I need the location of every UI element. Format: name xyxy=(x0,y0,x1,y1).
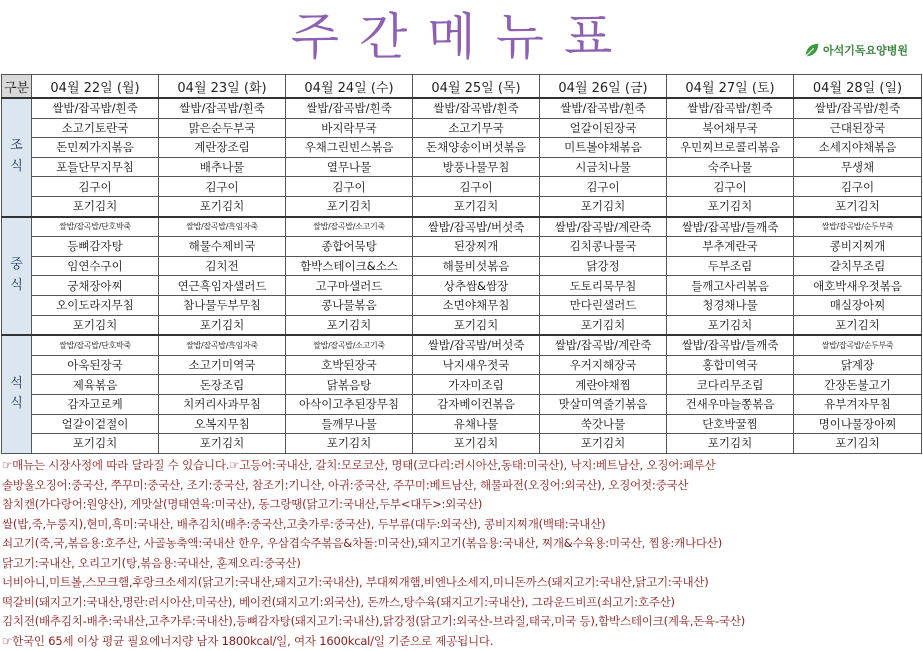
menu-cell: 고구마샐러드 xyxy=(286,276,413,296)
menu-cell: 청경채나물 xyxy=(667,295,794,315)
menu-cell: 쌀밥/잡곡밥/들깨죽 xyxy=(667,217,794,237)
menu-cell: 쌀밥/잡곡밥/들깨죽 xyxy=(667,335,794,355)
page-title: 주간메뉴표 xyxy=(0,4,923,70)
menu-cell: 닭계장 xyxy=(794,355,922,375)
menu-cell: 포기김치 xyxy=(413,434,540,454)
menu-row xyxy=(2,295,922,315)
menu-cell: 김구이 xyxy=(32,177,159,197)
menu-row xyxy=(2,315,922,335)
menu-cell: 포기김치 xyxy=(667,434,794,454)
menu-row xyxy=(2,98,922,118)
menu-cell: 두부조림 xyxy=(667,256,794,276)
menu-cell: 된장찌개 xyxy=(413,237,540,257)
menu-cell: 김구이 xyxy=(159,177,286,197)
menu-cell: 포기김치 xyxy=(794,196,922,216)
menu-row xyxy=(2,276,922,296)
menu-cell: 도토리묵무침 xyxy=(540,276,667,296)
header-row xyxy=(2,75,922,99)
menu-cell: 쌀밥/잡곡밥/계란죽 xyxy=(540,335,667,355)
menu-cell: 들깨무나물 xyxy=(286,414,413,434)
menu-cell: 가자미조림 xyxy=(413,375,540,395)
menu-cell: 시금치나물 xyxy=(540,157,667,177)
day-header: 04월 22일 (월) xyxy=(32,75,159,99)
leaf-icon xyxy=(803,41,821,59)
menu-cell: 포기김치 xyxy=(413,315,540,335)
menu-cell: 무생채 xyxy=(794,157,922,177)
day-header: 04월 28일 (일) xyxy=(794,75,922,99)
menu-row xyxy=(2,256,922,276)
menu-cell: 쌀밥/잡곡밥/흑임자죽 xyxy=(159,335,286,355)
menu-cell: 쌀밥/잡곡밥/흰죽 xyxy=(286,98,413,118)
menu-cell: 등뼈감자탕 xyxy=(32,237,159,257)
day-header: 04월 23일 (화) xyxy=(159,75,286,99)
note-line: 김치전(배추김치-배추:국내산,고추가루:국내산),등뼈감자탕(돼지고기:국내산),닭강정(닭고기:외국산-브라질,태국,미국 등),함박스테이크(계육,돈육-국산) xyxy=(2,612,923,632)
menu-cell: 포기김치 xyxy=(540,434,667,454)
menu-cell: 매실장아찌 xyxy=(794,295,922,315)
menu-cell: 오복지무침 xyxy=(159,414,286,434)
day-header: 04월 27일 (토) xyxy=(667,75,794,99)
menu-cell: 미트볼야채볶음 xyxy=(540,138,667,158)
menu-cell: 소고기미역국 xyxy=(159,355,286,375)
meal-label: 중 식 xyxy=(2,217,32,336)
menu-cell: 포기김치 xyxy=(667,315,794,335)
menu-cell: 간장돈불고기 xyxy=(794,375,922,395)
menu-cell: 포기김치 xyxy=(286,196,413,216)
menu-cell: 포기김치 xyxy=(540,196,667,216)
menu-cell: 해물비섯볶음 xyxy=(413,256,540,276)
menu-cell: 방풍나물무침 xyxy=(413,157,540,177)
hospital-name: 아석기독요양병원 xyxy=(823,42,908,58)
menu-cell: 쌀밥/잡곡밥/흰죽 xyxy=(159,98,286,118)
meal-label: 조 식 xyxy=(2,98,32,217)
note-line: 떡갈비(돼지고기:국내산,명란:러시아산,미국산), 베이컨(돼지고기:외국산), 돈까스,탕수육(돼지고기:국내산), 그라운드비프(쇠고기:호주산) xyxy=(2,593,923,613)
menu-cell: 쌀밥/잡곡밥/계란죽 xyxy=(540,217,667,237)
menu-cell: 김치전 xyxy=(159,256,286,276)
menu-cell: 얼갈이겉절이 xyxy=(32,414,159,434)
menu-cell: 우채그린빈스볶음 xyxy=(286,138,413,158)
menu-cell: 쌀밥/잡곡밥/단호박죽 xyxy=(32,335,159,355)
menu-cell: 맑은순두부국 xyxy=(159,118,286,138)
menu-cell: 김치콩나물국 xyxy=(540,237,667,257)
menu-cell: 김구이 xyxy=(413,177,540,197)
menu-cell: 연근흑임자샐러드 xyxy=(159,276,286,296)
menu-cell: 근대된장국 xyxy=(794,118,922,138)
menu-cell: 포기김치 xyxy=(286,434,413,454)
menu-row xyxy=(2,118,922,138)
menu-cell: 참나물두부무침 xyxy=(159,295,286,315)
menu-cell: 닭볶음탕 xyxy=(286,375,413,395)
meal-label: 석 식 xyxy=(2,335,32,453)
menu-cell: 숙주나물 xyxy=(667,157,794,177)
menu-cell: 포기김치 xyxy=(32,315,159,335)
menu-cell: 쌀밥/잡곡밥/소고기죽 xyxy=(286,217,413,237)
menu-cell: 궁채장아찌 xyxy=(32,276,159,296)
hospital-logo xyxy=(803,40,908,60)
menu-row xyxy=(2,217,922,237)
menu-cell: 오이도라지무침 xyxy=(32,295,159,315)
menu-cell: 맛살미역줄기볶음 xyxy=(540,394,667,414)
menu-cell: 닭강정 xyxy=(540,256,667,276)
menu-cell: 돈민찌가지볶음 xyxy=(32,138,159,158)
menu-cell: 쌀밥/잡곡밥/흰죽 xyxy=(32,98,159,118)
menu-row xyxy=(2,157,922,177)
note-line: ☞한국인 65세 이상 평균 필요에너지량 남자 1800kcal/일, 여자 1600kcal/일 기준으로 제공됩니다. xyxy=(2,632,923,651)
menu-cell: 돈장조림 xyxy=(159,375,286,395)
menu-cell: 홍합미역국 xyxy=(667,355,794,375)
menu-cell: 만다린샐러드 xyxy=(540,295,667,315)
day-header: 04월 26일 (금) xyxy=(540,75,667,99)
menu-cell: 아욱된장국 xyxy=(32,355,159,375)
menu-cell: 코다리무조림 xyxy=(667,375,794,395)
menu-cell: 감자베이컨볶음 xyxy=(413,394,540,414)
menu-cell: 종합어묵탕 xyxy=(286,237,413,257)
note-line: 참치캔(가다랑어:원양산), 게맛살(명태연육:미국산), 동그랑땡(닭고기:국내산,두부<대두>:외국산) xyxy=(2,495,923,515)
menu-cell: 들깨고사리볶음 xyxy=(667,276,794,296)
note-line: 너비아니,미트볼,스모크햄,후랑크소세지(닭고기:국내산,돼지고기:국내산), 부대찌개햄,비엔나소세지,미니돈까스(돼지고기:국내산,닭고기:국내산) xyxy=(2,573,923,593)
menu-cell: 쌀밥/잡곡밥/단호박죽 xyxy=(32,217,159,237)
note-line: 닭고기:국내산, 오리고기(탕,볶음용:국내산, 훈제오리:중국산) xyxy=(2,554,923,574)
menu-cell: 콩비지찌개 xyxy=(794,237,922,257)
menu-cell: 쌀밥/잡곡밥/흰죽 xyxy=(540,98,667,118)
note-line: 쇠고기(죽,국,볶음용:호주산, 사골농축액:국내산 한우, 우삼겹숙주볶음&차돌:미국산),돼지고기(볶음용:국내산, 찌개&수육용:미국산, 찜용:캐나다산) xyxy=(2,534,923,554)
menu-cell: 쌀밥/잡곡밥/순두부죽 xyxy=(794,335,922,355)
note-line: 솔방울오징어:중국산, 쭈꾸미:중국산, 조기:중국산, 참조기:기니산, 아귀:중국산, 주꾸미:베트남산, 해물파전(오징어:외국산), 오징어젓:중국산 xyxy=(2,476,923,496)
menu-cell: 쌀밥/잡곡밥/버섯죽 xyxy=(413,335,540,355)
menu-cell: 포기김치 xyxy=(540,315,667,335)
menu-cell: 콩나물볶음 xyxy=(286,295,413,315)
menu-cell: 애호박새우젓볶음 xyxy=(794,276,922,296)
menu-row xyxy=(2,394,922,414)
menu-cell: 우거지해장국 xyxy=(540,355,667,375)
menu-cell: 쑥갓나물 xyxy=(540,414,667,434)
menu-cell: 열무나물 xyxy=(286,157,413,177)
menu-cell: 명이나물장아찌 xyxy=(794,414,922,434)
menu-cell: 소세지야채볶음 xyxy=(794,138,922,158)
menu-cell: 아삭이고추된장무침 xyxy=(286,394,413,414)
menu-cell: 김구이 xyxy=(667,177,794,197)
day-header: 04월 24일 (수) xyxy=(286,75,413,99)
menu-row xyxy=(2,355,922,375)
menu-cell: 김구이 xyxy=(540,177,667,197)
menu-cell: 배추나물 xyxy=(159,157,286,177)
menu-cell: 포들단무지무침 xyxy=(32,157,159,177)
menu-cell: 계란야채찜 xyxy=(540,375,667,395)
day-header: 04월 25일 (목) xyxy=(413,75,540,99)
menu-row xyxy=(2,335,922,355)
menu-cell: 치커리사과무침 xyxy=(159,394,286,414)
menu-cell: 김구이 xyxy=(286,177,413,197)
menu-row xyxy=(2,414,922,434)
menu-cell: 바지락무국 xyxy=(286,118,413,138)
menu-cell: 유채나물 xyxy=(413,414,540,434)
menu-row xyxy=(2,177,922,197)
menu-cell: 소면야채무침 xyxy=(413,295,540,315)
weekly-menu-table xyxy=(1,74,922,454)
menu-row xyxy=(2,237,922,257)
menu-cell: 상추쌈&쌈장 xyxy=(413,276,540,296)
menu-row xyxy=(2,196,922,216)
menu-cell: 임연수구이 xyxy=(32,256,159,276)
menu-cell: 포기김치 xyxy=(159,196,286,216)
menu-cell: 포기김치 xyxy=(794,434,922,454)
header-corner: 구분 xyxy=(2,75,32,99)
menu-row xyxy=(2,138,922,158)
menu-cell: 북어채무국 xyxy=(667,118,794,138)
menu-cell: 쌀밥/잡곡밥/흑임자죽 xyxy=(159,217,286,237)
menu-cell: 함박스테이크&소스 xyxy=(286,256,413,276)
menu-cell: 부추계란국 xyxy=(667,237,794,257)
note-line: 쌀(밥,죽,누룽지),현미,흑미:국내산, 배추김치(배추:중국산,고춧가루:중국산), 두부류(대두:외국산), 콩비지찌개(백태:국내산) xyxy=(2,515,923,535)
menu-cell: 제육볶음 xyxy=(32,375,159,395)
menu-cell: 포기김치 xyxy=(286,315,413,335)
menu-cell: 돈채양송이버섯볶음 xyxy=(413,138,540,158)
menu-cell: 포기김치 xyxy=(413,196,540,216)
menu-cell: 포기김치 xyxy=(667,196,794,216)
menu-cell: 갈치무조림 xyxy=(794,256,922,276)
menu-cell: 포기김치 xyxy=(159,315,286,335)
menu-cell: 건새우마늘쫑볶음 xyxy=(667,394,794,414)
menu-cell: 유부겨자무침 xyxy=(794,394,922,414)
menu-cell: 단호박꿀찜 xyxy=(667,414,794,434)
menu-cell: 우민찌브로콜리볶음 xyxy=(667,138,794,158)
menu-cell: 얼갈이된장국 xyxy=(540,118,667,138)
origin-notes xyxy=(2,456,923,651)
menu-cell: 포기김치 xyxy=(32,434,159,454)
menu-cell: 쌀밥/잡곡밥/버섯죽 xyxy=(413,217,540,237)
menu-cell: 감자고로케 xyxy=(32,394,159,414)
menu-cell: 쌀밥/잡곡밥/순두부죽 xyxy=(794,217,922,237)
menu-cell: 쌀밥/잡곡밥/흰죽 xyxy=(413,98,540,118)
menu-cell: 포기김치 xyxy=(32,196,159,216)
menu-cell: 포기김치 xyxy=(794,315,922,335)
menu-cell: 쌀밥/잡곡밥/흰죽 xyxy=(794,98,922,118)
note-line: ☞매뉴는 시장사정에 따라 달라질 수 있습니다.☞고등어:국내산, 갈치:모로코산, 명태(코다리:러시아산,동태:미국산), 낙지:베트남산, 오징어:페루산 xyxy=(2,456,923,476)
menu-cell: 소고기무국 xyxy=(413,118,540,138)
menu-cell: 쌀밥/잡곡밥/소고기죽 xyxy=(286,335,413,355)
menu-row xyxy=(2,375,922,395)
menu-cell: 낙지새우젓국 xyxy=(413,355,540,375)
menu-cell: 계란장조림 xyxy=(159,138,286,158)
menu-cell: 해물수제비국 xyxy=(159,237,286,257)
menu-cell: 포기김치 xyxy=(159,434,286,454)
menu-cell: 호박된장국 xyxy=(286,355,413,375)
menu-cell: 김구이 xyxy=(794,177,922,197)
menu-cell: 쌀밥/잡곡밥/흰죽 xyxy=(667,98,794,118)
menu-cell: 소고기토란국 xyxy=(32,118,159,138)
menu-row xyxy=(2,434,922,454)
